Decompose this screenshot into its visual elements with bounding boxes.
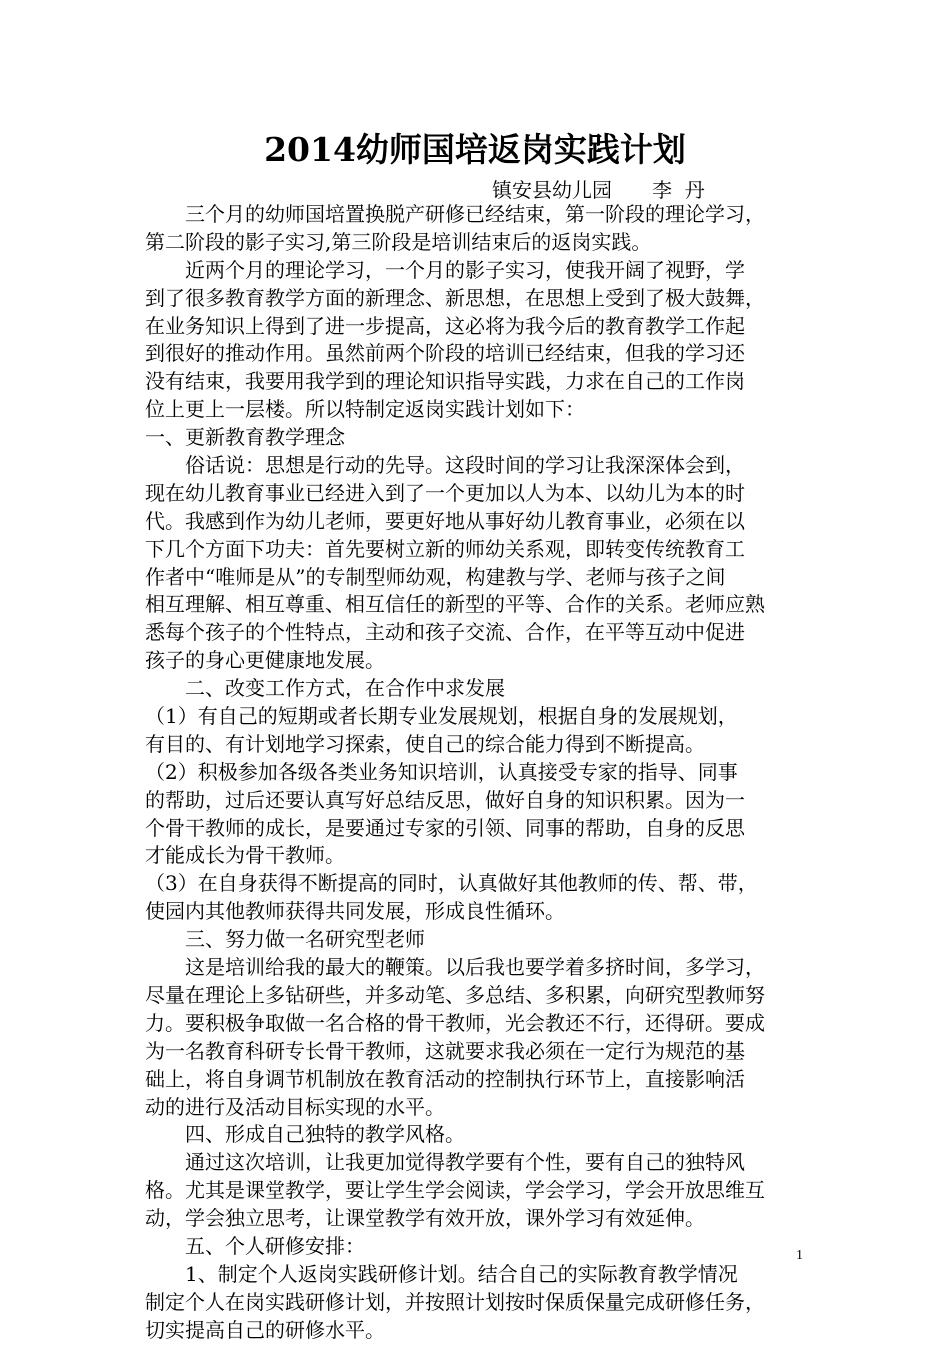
text-line: 力。要积极争取做一名合格的骨干教师，光会教还不行，还得研。要成 — [145, 1010, 765, 1035]
document-body — [145, 201, 817, 1345]
text-line: 现在幼儿教育事业已经进入到了一个更加以人为本、以幼儿为本的时 — [145, 480, 745, 505]
text-line: 通过这次培训，让我更加觉得教学要有个性，要有自己的独特风 — [145, 1150, 745, 1175]
text-line: 位上更上一层楼。所以特制定返岗实践计划如下： — [145, 397, 585, 422]
text-line: 的帮助，过后还要认真写好总结反思，做好自身的知识积累。因为一 — [145, 787, 745, 812]
page-number: 1 — [796, 1248, 803, 1263]
text-line: 一、更新教育教学理念 — [145, 425, 345, 450]
text-line: 格。尤其是课堂教学，要让学生学会阅读，学会学习，学会开放思维互 — [145, 1178, 765, 1203]
text-line: 有目的、有计划地学习探索，使自己的综合能力得到不断提高。 — [145, 731, 705, 756]
text-line: 三个月的幼师国培置换脱产研修已经结束，第一阶段的理论学习， — [145, 202, 765, 226]
text-line: 在业务知识上得到了进一步提高，这必将为我今后的教育教学工作起 — [145, 313, 745, 338]
text-line: 使园内其他教师获得共同发展，形成良性循环。 — [145, 899, 565, 924]
text-line: 才能成长为骨干教师。 — [145, 843, 345, 868]
text-line: 动的进行及活动目标实现的水平。 — [145, 1094, 445, 1119]
text-line: 切实提高自己的研修水平。 — [145, 1317, 385, 1342]
text-line: 动，学会独立思考，让课堂教学有效开放，课外学习有效延伸。 — [145, 1206, 705, 1231]
text-line: 五、个人研修安排： — [145, 1233, 365, 1258]
text-line: 尽量在理论上多钻研些，并多动笔、多总结、多积累，向研究型教师努 — [145, 982, 765, 1007]
text-line: （3）在自身获得不断提高的同时，认真做好其他教师的传、帮、带， — [145, 871, 758, 896]
text-line: 四、形成自己独特的教学风格。 — [145, 1122, 465, 1147]
text-line: 三、努力做一名研究型老师 — [145, 927, 425, 952]
text-line: 下几个方面下功夫：首先要树立新的师幼关系观，即转变传统教育工 — [145, 536, 745, 561]
author-line: 镇安县幼儿园 李 丹 — [492, 178, 705, 202]
text-line: 作者中“唯师是从”的专制型师幼观，构建教与学、老师与孩子之间 — [145, 564, 726, 589]
text-line: 近两个月的理论学习，一个月的影子实习，使我开阔了视野，学 — [145, 257, 745, 282]
text-line: 1、制定个人返岗实践研修计划。结合自己的实际教育教学情况 — [145, 1261, 738, 1286]
text-line: 础上，将自身调节机制放在教育活动的控制执行环节上，直接影响活 — [145, 1066, 745, 1091]
text-line: 俗话说：思想是行动的先导。这段时间的学习让我深深体会到， — [145, 453, 745, 478]
text-line: 这是培训给我的最大的鞭策。以后我也要学着多挤时间，多学习， — [145, 955, 765, 980]
text-line: （1）有自己的短期或者长期专业发展规划，根据自身的发展规划， — [145, 704, 738, 729]
document-title: 2014幼师国培返岗实践计划 — [264, 130, 686, 169]
text-line: 制定个人在岗实践研修计划，并按照计划按时保质保量完成研修任务， — [145, 1289, 765, 1314]
text-line: 为一名教育科研专长骨干教师，这就要求我必须在一定行为规范的基 — [145, 1038, 745, 1063]
text-line: 到了很多教育教学方面的新理念、新思想，在思想上受到了极大鼓舞， — [145, 285, 765, 310]
text-line: 孩子的身心更健康地发展。 — [145, 648, 385, 673]
text-line: 到很好的推动作用。虽然前两个阶段的培训已经结束，但我的学习还 — [145, 341, 745, 366]
text-line: 第二阶段的影子实习,第三阶段是培训结束后的返岗实践。 — [145, 229, 652, 254]
text-line: 悉每个孩子的个性特点，主动和孩子交流、合作，在平等互动中促进 — [145, 620, 745, 645]
text-line: 相互理解、相互尊重、相互信任的新型的平等、合作的关系。老师应熟 — [145, 592, 765, 617]
text-line: 个骨干教师的成长，是要通过专家的引领、同事的帮助，自身的反思 — [145, 815, 745, 840]
text-line: 代。我感到作为幼儿老师，要更好地从事好幼儿教育事业，必须在以 — [145, 508, 745, 533]
text-line: 没有结束，我要用我学到的理论知识指导实践，力求在自己的工作岗 — [145, 369, 745, 394]
text-line: （2）积极参加各级各类业务知识培训，认真接受专家的指导、同事 — [145, 759, 738, 784]
text-line: 二、改变工作方式，在合作中求发展 — [145, 676, 505, 701]
